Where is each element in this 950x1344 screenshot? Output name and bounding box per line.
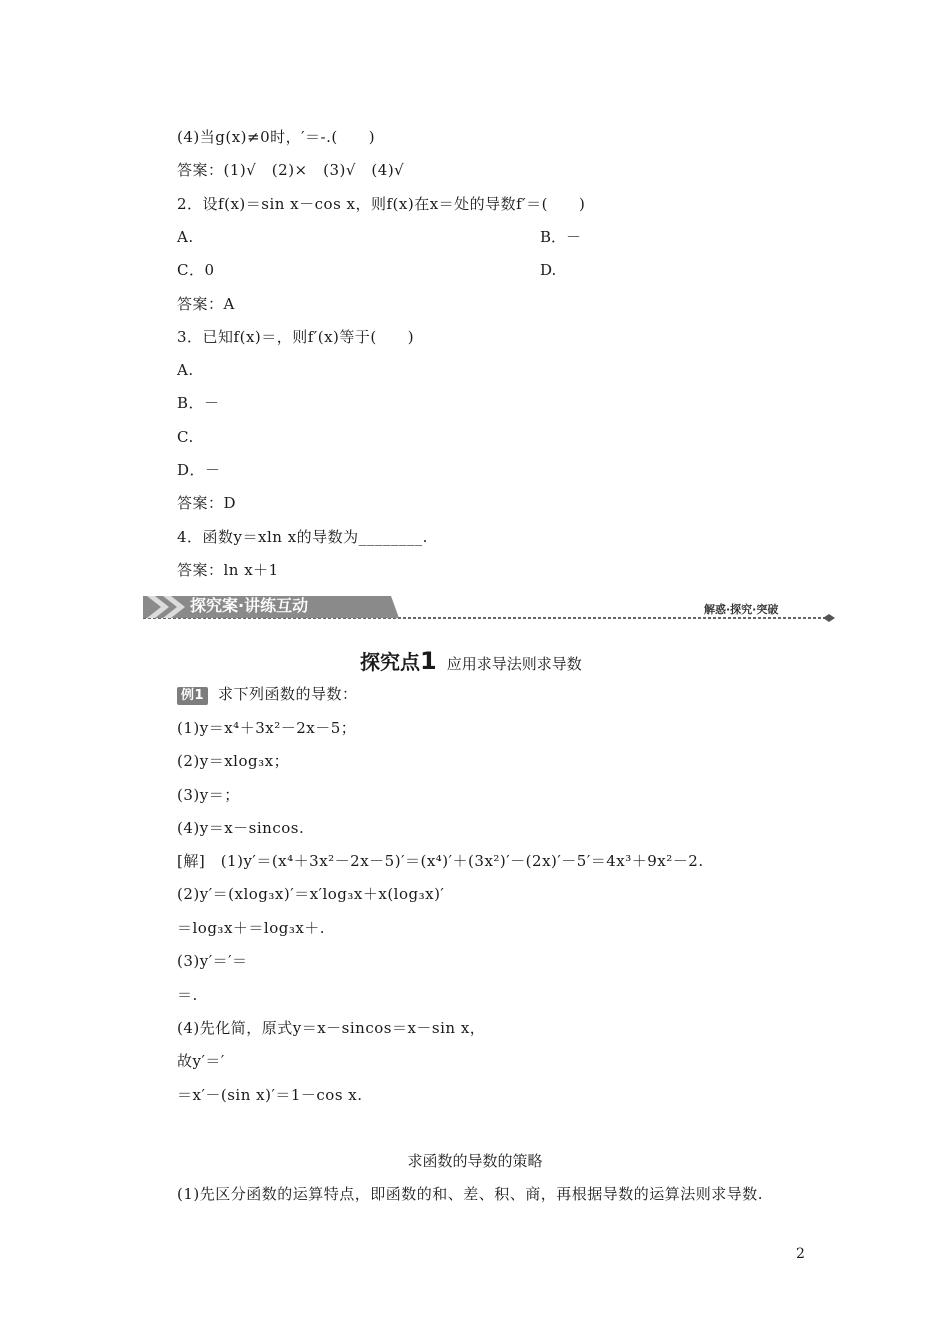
- solution-line: (2)y′＝(xlog₃x)′＝x′log₃x＋x(log₃x)′: [177, 885, 445, 903]
- question-2: 2．设f(x)＝sin x－cos x，则f(x)在x＝处的导数f′＝( ): [177, 195, 586, 213]
- solution-line: ＝.: [177, 986, 198, 1004]
- solution-line: (3)y′＝′＝: [177, 952, 248, 970]
- q3-option-b: B．－: [177, 394, 220, 412]
- question-3: 3．已知f(x)＝，则f′(x)等于( ): [177, 328, 415, 346]
- solution-line: (4)先化简，原式y＝x－sincos＝x－sin x，: [177, 1019, 486, 1037]
- banner-right-text: 解惑·探究·突破: [704, 603, 779, 616]
- section-subtitle: 应用求导法则求导数: [446, 655, 582, 673]
- solution-line: ＝log₃x＋＝log₃x＋.: [177, 919, 326, 937]
- section-title-number: 1: [420, 647, 437, 675]
- example-badge: 例1: [177, 687, 208, 705]
- question-4: 4．函数y＝xln x的导数为________.: [177, 528, 428, 546]
- example-prompt: 求下列函数的导数：: [218, 685, 358, 703]
- solution-line: 故y′＝′: [177, 1052, 225, 1070]
- example-item: (1)y＝x⁴＋3x²－2x－5；: [177, 719, 357, 737]
- q2-option-b: B．－: [540, 228, 582, 246]
- banner-label: 探究案·讲练互动: [190, 596, 309, 615]
- q2-option-c: C．0: [177, 261, 215, 279]
- q3-answer: 答案：D: [177, 494, 237, 512]
- q3-option-c: C.: [177, 428, 194, 446]
- strategy-title: 求函数的导数的策略: [407, 1152, 543, 1170]
- q3-option-d: D．－: [177, 461, 221, 479]
- q2-option-d: D.: [540, 261, 557, 279]
- example-item: (2)y＝xlog₃x；: [177, 752, 290, 770]
- solution-line: ＝x′－(sin x)′＝1－cos x.: [177, 1086, 363, 1104]
- text-line: (4)当g(x)≠0时，′＝-.( ): [177, 128, 376, 146]
- q2-answer: 答案：A: [177, 295, 235, 313]
- solution-line: [解] (1)y′＝(x⁴＋3x²－2x－5)′＝(x⁴)′＋(3x²)′－(2x)′－5′＝4x³＋9x²－2.: [177, 852, 704, 870]
- page-number: 2: [796, 1246, 805, 1262]
- section-title: [360, 646, 582, 675]
- example-item: (4)y＝x－sincos.: [177, 819, 305, 837]
- section-title-text: 探究点: [360, 650, 420, 674]
- q3-option-a: A.: [177, 361, 194, 379]
- example-header: [177, 684, 358, 705]
- q4-answer: 答案：ln x＋1: [177, 561, 279, 579]
- example-item: (3)y＝；: [177, 786, 240, 804]
- q2-option-a: A.: [177, 228, 194, 246]
- answer-line: 答案：(1)√ (2)× (3)√ (4)√: [177, 161, 405, 179]
- strategy-text: (1)先区分函数的运算特点，即函数的和、差、积、商，再根据导数的运算法则求导数.: [177, 1185, 764, 1203]
